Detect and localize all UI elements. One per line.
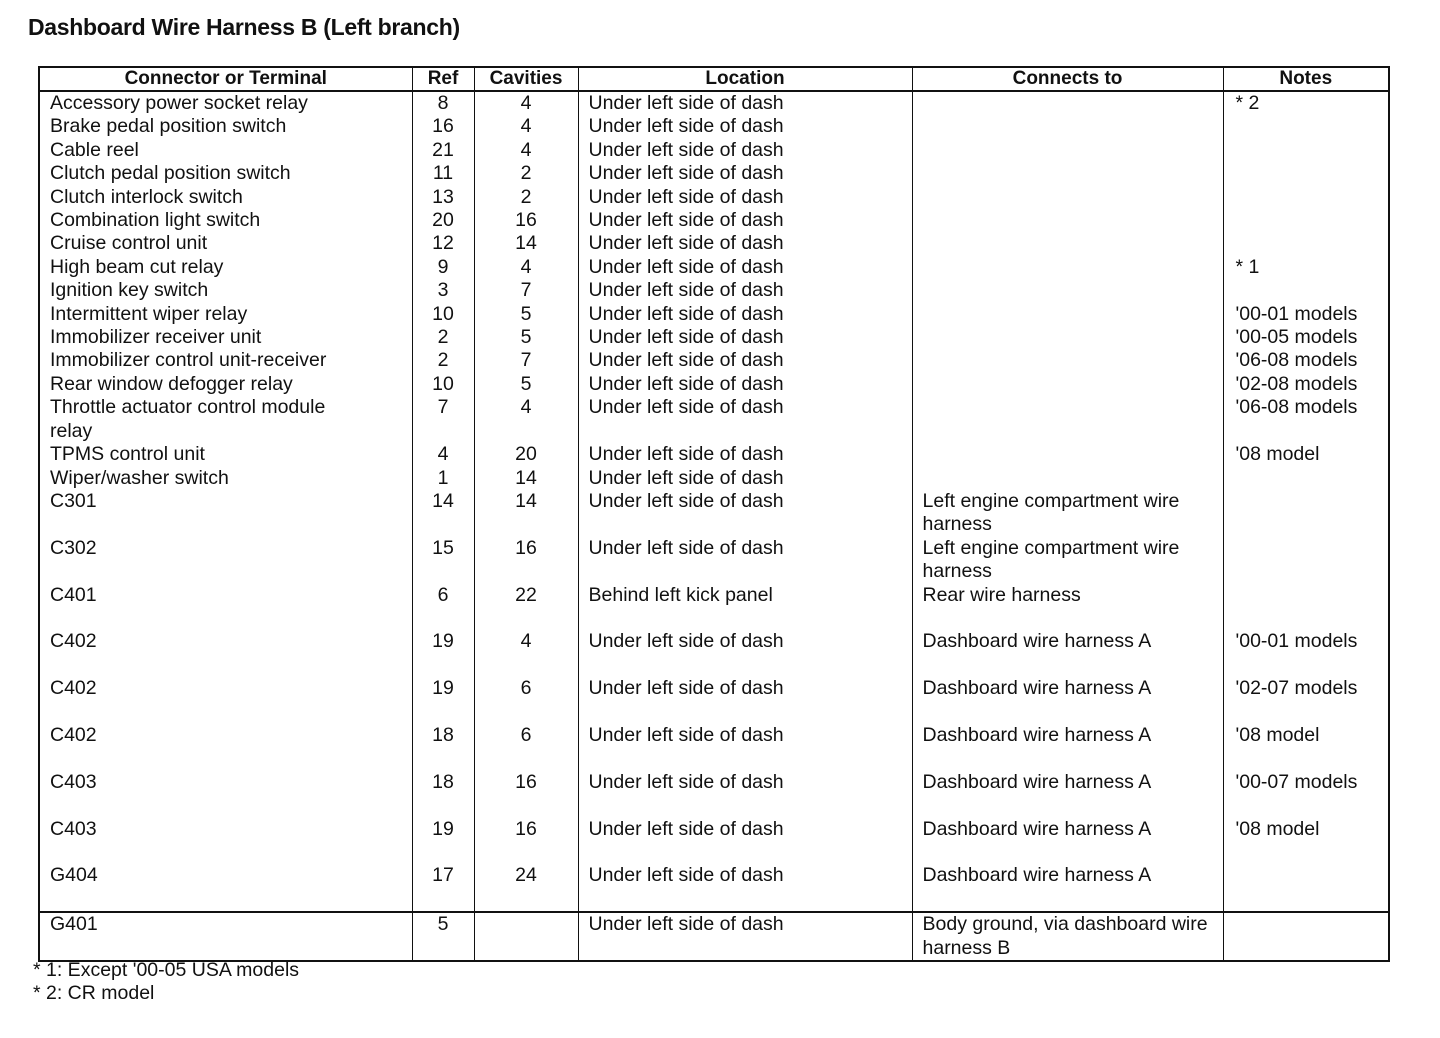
cell-connects-to <box>912 467 1223 490</box>
cell-cavities: 4 <box>474 91 578 115</box>
table-header-row <box>39 67 1389 91</box>
header-connects-to: Connects to <box>912 67 1223 91</box>
cell-connects-to <box>912 186 1223 209</box>
cell-ref: 16 <box>412 115 474 138</box>
table-row <box>39 443 1389 466</box>
cell-location: Under left side of dash <box>578 630 912 677</box>
cell-notes <box>1223 115 1389 138</box>
table-row <box>39 396 1389 443</box>
cell-connector: C402 <box>50 677 97 700</box>
cell-connector: G401 <box>39 912 412 961</box>
cell-notes: '02-07 models <box>1223 677 1389 724</box>
cell-cavities: 22 <box>474 584 578 631</box>
cell-connector: Immobilizer control unit-receiver <box>50 349 327 372</box>
cell-notes: '00-01 models <box>1223 630 1389 677</box>
cell-connector: C402 <box>50 723 97 746</box>
cell-cavities: 7 <box>474 349 578 372</box>
cell-location: Under left side of dash <box>578 912 912 961</box>
cell-cavities: 4 <box>474 630 578 677</box>
cell-connector: Clutch interlock switch <box>50 185 243 208</box>
cell-cavities: 16 <box>474 771 578 818</box>
cell-ref: 19 <box>412 677 474 724</box>
cell-cavities: 14 <box>474 490 578 537</box>
cell-connects-to: Rear wire harness <box>912 584 1223 631</box>
cell-cavities: 16 <box>474 537 578 584</box>
cell-connects-to: Left engine compartment wire harness <box>912 490 1223 537</box>
cell-connects-to <box>912 303 1223 326</box>
cell-notes: * 1 <box>1223 256 1389 279</box>
table-row <box>39 912 1389 961</box>
table-row <box>39 724 1389 771</box>
table-row <box>39 256 1389 279</box>
cell-cavities: 7 <box>474 279 578 302</box>
footnote-2: * 2: CR model <box>33 982 155 1005</box>
table-row <box>39 818 1389 865</box>
cell-notes: * 2 <box>1223 91 1389 115</box>
header-cavities: Cavities <box>474 67 578 91</box>
cell-connects-to: Dashboard wire harness A <box>912 818 1223 865</box>
cell-ref: 5 <box>412 912 474 961</box>
cell-location: Under left side of dash <box>578 864 912 912</box>
cell-cavities: 5 <box>474 303 578 326</box>
cell-ref: 18 <box>412 724 474 771</box>
cell-cavities: 5 <box>474 373 578 396</box>
cell-ref: 2 <box>412 349 474 372</box>
cell-notes <box>1223 162 1389 185</box>
cell-ref: 12 <box>412 232 474 255</box>
cell-location: Under left side of dash <box>578 771 912 818</box>
cell-cavities: 14 <box>474 232 578 255</box>
cell-ref: 1 <box>412 467 474 490</box>
cell-connector: C302 <box>50 536 97 559</box>
cell-cavities: 2 <box>474 162 578 185</box>
cell-notes <box>1223 537 1389 584</box>
cell-ref: 10 <box>412 373 474 396</box>
cell-cavities: 6 <box>474 677 578 724</box>
table-row <box>39 490 1389 537</box>
table-row <box>39 373 1389 396</box>
cell-connects-to <box>912 162 1223 185</box>
cell-connects-to <box>912 256 1223 279</box>
cell-connector: Rear window defogger relay <box>50 372 293 395</box>
cell-ref: 6 <box>412 584 474 631</box>
cell-connector: Cruise control unit <box>50 232 208 255</box>
table-row <box>39 139 1389 162</box>
cell-connects-to <box>912 115 1223 138</box>
cell-cavities: 2 <box>474 186 578 209</box>
table-row <box>39 186 1389 209</box>
cell-location: Under left side of dash <box>578 279 912 302</box>
cell-connects-to <box>912 396 1223 443</box>
cell-cavities: 5 <box>474 326 578 349</box>
cell-connects-to <box>912 232 1223 255</box>
cell-connects-to <box>912 349 1223 372</box>
cell-connector: Wiper/washer switch <box>50 466 229 489</box>
cell-connects-to: Dashboard wire harness A <box>912 630 1223 677</box>
cell-connector: C403 <box>50 770 97 793</box>
cell-notes <box>1223 584 1389 631</box>
cell-connector: C402 <box>50 630 97 653</box>
cell-notes: '00-05 models <box>1223 326 1389 349</box>
cell-ref: 15 <box>412 537 474 584</box>
cell-location: Under left side of dash <box>578 91 912 115</box>
cell-ref: 17 <box>412 864 474 912</box>
cell-location: Under left side of dash <box>578 537 912 584</box>
cell-location: Under left side of dash <box>578 467 912 490</box>
cell-notes <box>1223 209 1389 232</box>
cell-notes: '00-07 models <box>1223 771 1389 818</box>
cell-connector: TPMS control unit <box>50 443 205 466</box>
cell-notes: '06-08 models <box>1223 349 1389 372</box>
cell-location: Under left side of dash <box>578 186 912 209</box>
cell-notes <box>1223 490 1389 537</box>
cell-notes: '00-01 models <box>1223 303 1389 326</box>
table-row <box>39 771 1389 818</box>
cell-connector: Throttle actuator control module relay <box>50 396 326 442</box>
cell-connects-to <box>912 139 1223 162</box>
cell-cavities: 4 <box>474 256 578 279</box>
cell-cavities: 16 <box>474 209 578 232</box>
connector-table <box>38 66 1390 962</box>
cell-notes: '08 model <box>1223 443 1389 466</box>
cell-location: Under left side of dash <box>578 818 912 865</box>
cell-ref: 10 <box>412 303 474 326</box>
table-row <box>39 91 1389 115</box>
cell-location: Under left side of dash <box>578 303 912 326</box>
header-ref: Ref <box>412 67 474 91</box>
cell-location: Under left side of dash <box>578 724 912 771</box>
table-row <box>39 326 1389 349</box>
cell-ref: 4 <box>412 443 474 466</box>
cell-location: Under left side of dash <box>578 209 912 232</box>
cell-connector: G404 <box>50 864 98 887</box>
cell-connector: C301 <box>50 489 97 512</box>
table-row <box>39 630 1389 677</box>
cell-notes <box>1223 864 1389 912</box>
cell-location: Under left side of dash <box>578 677 912 724</box>
cell-connects-to: Dashboard wire harness A <box>912 771 1223 818</box>
cell-location: Under left side of dash <box>578 162 912 185</box>
cell-connector: Clutch pedal position switch <box>50 162 291 185</box>
cell-ref: 9 <box>412 256 474 279</box>
table-row <box>39 467 1389 490</box>
cell-ref: 18 <box>412 771 474 818</box>
cell-cavities: 4 <box>474 139 578 162</box>
cell-cavities: 4 <box>474 115 578 138</box>
footnote-1: * 1: Except '00-05 USA models <box>33 959 300 981</box>
cell-notes <box>1223 279 1389 302</box>
cell-connects-to <box>912 209 1223 232</box>
cell-notes <box>1223 232 1389 255</box>
table-row <box>39 115 1389 138</box>
table-row <box>39 677 1389 724</box>
cell-ref: 11 <box>412 162 474 185</box>
cell-location: Under left side of dash <box>578 443 912 466</box>
cell-connects-to <box>912 326 1223 349</box>
cell-connects-to <box>912 279 1223 302</box>
cell-location: Under left side of dash <box>578 139 912 162</box>
table-row <box>39 864 1389 912</box>
header-notes: Notes <box>1223 67 1389 91</box>
cell-ref: 20 <box>412 209 474 232</box>
cell-connector: Cable reel <box>50 138 139 161</box>
cell-ref: 21 <box>412 139 474 162</box>
cell-connector: C401 <box>50 583 97 606</box>
cell-location: Under left side of dash <box>578 490 912 537</box>
page-title: Dashboard Wire Harness B (Left branch) <box>28 14 460 40</box>
header-connector: Connector or Terminal <box>39 67 412 91</box>
table-row <box>39 279 1389 302</box>
cell-location: Under left side of dash <box>578 232 912 255</box>
cell-ref: 2 <box>412 326 474 349</box>
cell-connects-to <box>912 443 1223 466</box>
header-location: Location <box>578 67 912 91</box>
cell-location: Under left side of dash <box>578 256 912 279</box>
cell-cavities: 6 <box>474 724 578 771</box>
cell-location: Under left side of dash <box>578 115 912 138</box>
table-row <box>39 209 1389 232</box>
cell-ref: 14 <box>412 490 474 537</box>
cell-connector: Intermittent wiper relay <box>50 302 248 325</box>
table-row <box>39 303 1389 326</box>
cell-location: Under left side of dash <box>578 326 912 349</box>
cell-notes <box>1223 467 1389 490</box>
cell-cavities: 16 <box>474 818 578 865</box>
cell-notes <box>1223 186 1389 209</box>
cell-connector: High beam cut relay <box>50 255 224 278</box>
cell-connector: Combination light switch <box>50 209 261 232</box>
cell-ref: 7 <box>412 396 474 443</box>
cell-ref: 19 <box>412 630 474 677</box>
cell-location: Behind left kick panel <box>578 584 912 631</box>
cell-connects-to <box>912 373 1223 396</box>
cell-connects-to: Dashboard wire harness A <box>912 677 1223 724</box>
cell-connects-to: Body ground, via dashboard wire harness B <box>912 912 1223 961</box>
table-row <box>39 584 1389 631</box>
cell-notes <box>1223 139 1389 162</box>
cell-connector: Ignition key switch <box>50 279 209 302</box>
cell-connector: C403 <box>50 817 97 840</box>
cell-notes: '08 model <box>1223 818 1389 865</box>
table-row <box>39 162 1389 185</box>
footnotes <box>33 959 299 1006</box>
cell-notes: '08 model <box>1223 724 1389 771</box>
cell-cavities: 14 <box>474 467 578 490</box>
table-row <box>39 232 1389 255</box>
cell-connector: Brake pedal position switch <box>50 115 287 138</box>
cell-connects-to: Dashboard wire harness A <box>912 724 1223 771</box>
cell-connector: Immobilizer receiver unit <box>50 326 262 349</box>
cell-location: Under left side of dash <box>578 349 912 372</box>
cell-cavities: 4 <box>474 396 578 443</box>
cell-notes: '06-08 models <box>1223 396 1389 443</box>
cell-connects-to <box>912 91 1223 115</box>
cell-cavities <box>474 912 578 961</box>
cell-ref: 13 <box>412 186 474 209</box>
table-row <box>39 349 1389 372</box>
cell-location: Under left side of dash <box>578 396 912 443</box>
cell-cavities: 20 <box>474 443 578 466</box>
cell-connects-to: Left engine compartment wire harness <box>912 537 1223 584</box>
cell-connector: Accessory power socket relay <box>50 92 308 114</box>
cell-ref: 19 <box>412 818 474 865</box>
cell-notes <box>1223 912 1389 961</box>
cell-location: Under left side of dash <box>578 373 912 396</box>
table-row <box>39 537 1389 584</box>
cell-connects-to: Dashboard wire harness A <box>912 864 1223 912</box>
cell-ref: 3 <box>412 279 474 302</box>
cell-notes: '02-08 models <box>1223 373 1389 396</box>
cell-ref: 8 <box>412 91 474 115</box>
cell-cavities: 24 <box>474 864 578 912</box>
